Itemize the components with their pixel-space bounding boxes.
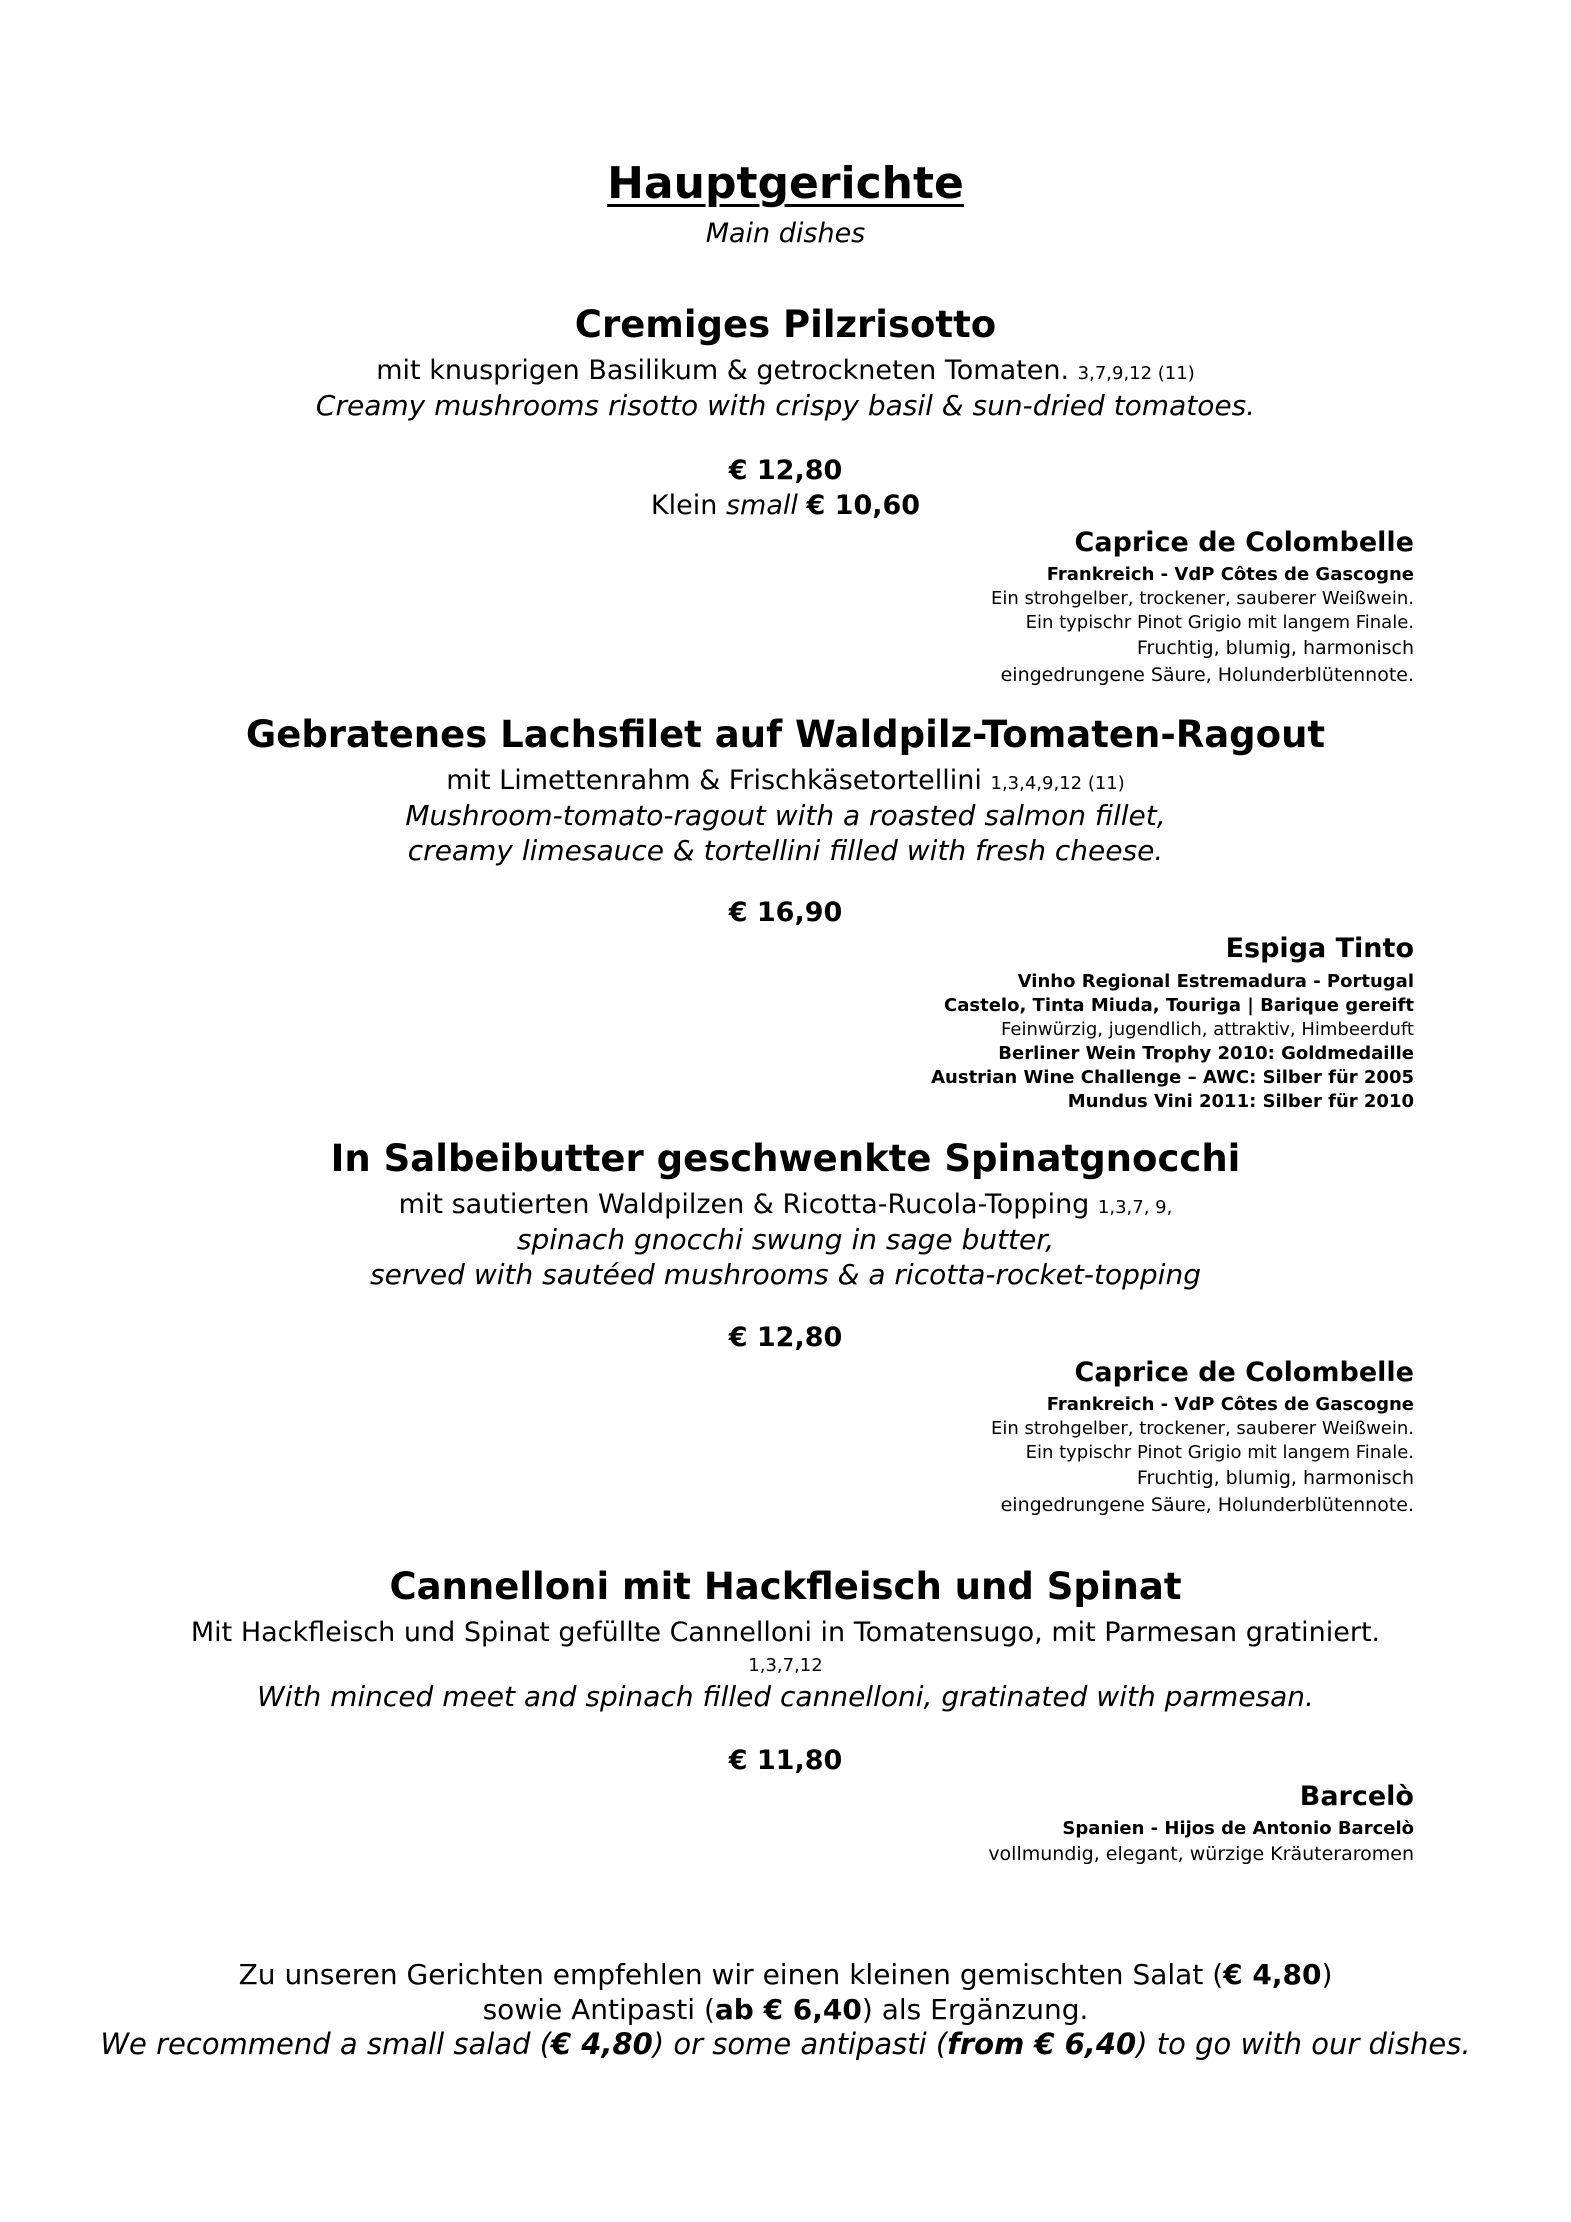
footer-recommendation-en: We recommend a small salad (€ 4,80) or some antipasti (from € 6,40) to go with our dishes. xyxy=(100,2027,1471,2061)
wine-name: Caprice de Colombelle xyxy=(1074,527,1414,558)
dish-english: creamy limesauce & tortellini filled with fresh cheese. xyxy=(407,834,1164,867)
dish-name: Cannelloni mit Hackfleisch und Spinat xyxy=(389,1565,1182,1608)
wine-name: Espiga Tinto xyxy=(1225,933,1414,964)
dish-english: Creamy mushrooms risotto with crispy basil & sun-dried tomatoes. xyxy=(315,389,1256,422)
dish-description: Mit Hackfleisch und Spinat gefüllte Cannelloni in Tomatensugo, mit Parmesan gratiniert. xyxy=(190,1617,1381,1648)
wine-details: Frankreich - VdP Côtes de Gascogne Ein strohgelber, trockener, sauberer Weißwein. Ein typischr Pinot Grigio mit langem Finale. Fruchtig, blumig, harmonisch eingedrungene Säure, Holunderblütennote. xyxy=(991,564,1414,686)
wine-details: Vinho Regional Estremadura - Portugal Castelo, Tinta Miuda, Touriga | Barique gereift Feinwürzig, jugendlich, attraktiv, Himbeerduft Berliner Wein Trophy 2010: Goldmedaille Austrian Wine Challenge – AWC: Silber für 2005 Mundus Vini 2011: Silber für 2010 xyxy=(931,971,1414,1112)
dish-english: Mushroom-tomato-ragout with a roasted salmon fillet, xyxy=(405,799,1166,832)
dish-english: spinach gnocchi swung in sage butter, xyxy=(516,1223,1055,1256)
wine-name: Barcelò xyxy=(1299,1781,1414,1812)
dish-price: € 12,80 xyxy=(728,1322,843,1353)
dish-price: € 16,90 xyxy=(728,897,843,928)
dish-english: served with sautéed mushrooms & a ricotta-rocket-topping xyxy=(370,1258,1201,1291)
allergen-codes: 3,7,9,12 (11) xyxy=(1077,363,1195,384)
footer-antipasti-de: sowie Antipasti (ab € 6,40) als Ergänzung. xyxy=(482,1993,1089,2026)
allergen-codes: 1,3,7, 9, xyxy=(1097,1197,1173,1218)
allergen-codes: 1,3,4,9,12 (11) xyxy=(990,773,1125,794)
dish-description: mit Limettenrahm & Frischkäsetortellini 1,3,4,9,12 (11) xyxy=(446,765,1125,796)
dish-name: In Salbeibutter geschwenkte Spinatgnocchi xyxy=(330,1137,1241,1180)
page-title: Hauptgerichte xyxy=(607,158,964,209)
dish-name: Gebratenes Lachsfilet auf Waldpilz-Tomaten-Ragout xyxy=(245,713,1326,756)
dish-english: With minced meet and spinach filled cannelloni, gratinated with parmesan. xyxy=(257,1680,1314,1713)
dish-description: mit knusprigen Basilikum & getrockneten Tomaten. 3,7,9,12 (11) xyxy=(376,355,1195,386)
allergen-codes: 1,3,7,12 xyxy=(748,1655,823,1676)
dish-description: mit sautierten Waldpilzen & Ricotta-Rucola-Topping 1,3,7, 9, xyxy=(398,1189,1173,1220)
page-subtitle: Main dishes xyxy=(705,218,866,249)
footer-recommendation-de: Zu unseren Gerichten empfehlen wir einen kleinen gemischten Salat (€ 4,80) xyxy=(238,1958,1333,1991)
wine-name: Caprice de Colombelle xyxy=(1074,1357,1414,1388)
wine-details: Frankreich - VdP Côtes de Gascogne Ein strohgelber, trockener, sauberer Weißwein. Ein typischr Pinot Grigio mit langem Finale. Fruchtig, blumig, harmonisch eingedrungene Säure, Holunderblütennote. xyxy=(991,1394,1414,1516)
dish-price: € 12,80 xyxy=(728,455,843,486)
small-portion: Klein small € 10,60 xyxy=(650,490,921,521)
wine-details: Spanien - Hijos de Antonio Barcelò vollmundig, elegant, würzige Kräuteraromen xyxy=(988,1818,1414,1865)
dish-price: € 11,80 xyxy=(728,1745,843,1776)
dish-name: Cremiges Pilzrisotto xyxy=(574,303,997,346)
